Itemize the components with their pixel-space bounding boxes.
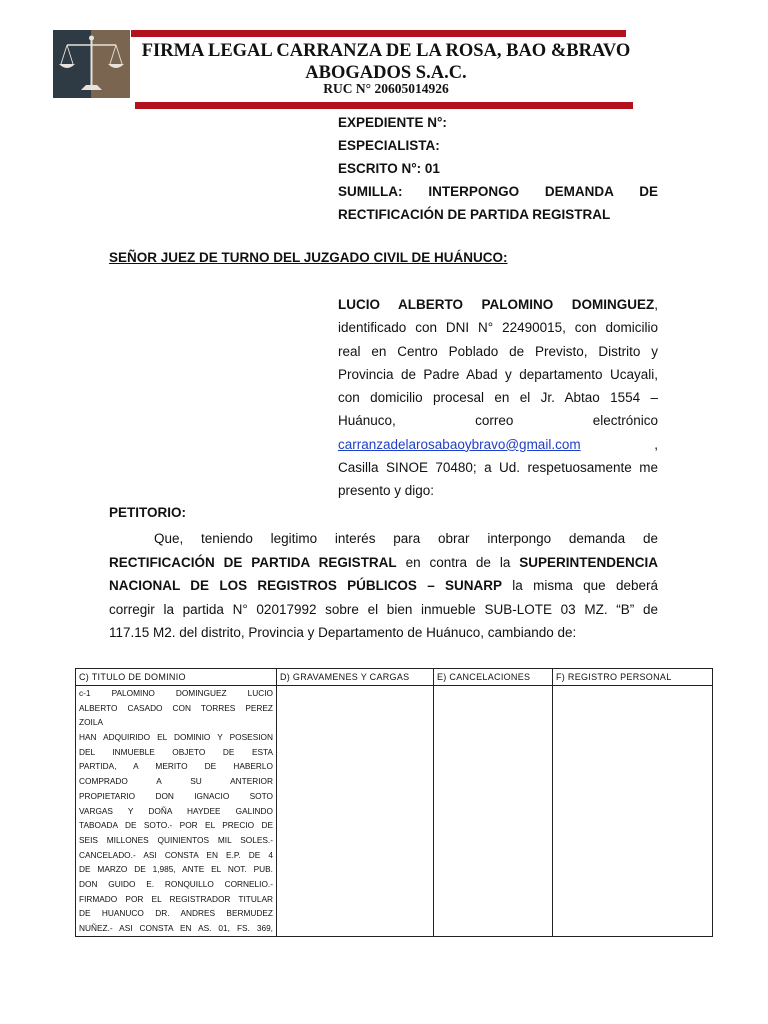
party-line-9: presento y digo: <box>338 483 435 499</box>
entry-line: HAN ADQUIRIDO EL DOMINIO Y POSESION <box>79 732 273 743</box>
letterhead-bottom-bar <box>135 102 633 109</box>
petitorio-line-3: NACIONAL DE LOS REGISTROS PÚBLICOS – SUNARP la misma que deberá <box>109 578 658 594</box>
entry-line: PARTIDA, A MERITO DE HABERLO <box>79 761 273 772</box>
entry-line: FIRMADO POR EL REGISTRADOR TITULAR <box>79 893 273 904</box>
party-line-8: Casilla SINOE 70480; a Ud. respetuosamente me <box>338 460 658 476</box>
party-line-6: Huánuco, correo electrónico <box>338 413 658 429</box>
petitorio-body <box>109 527 658 645</box>
addressee: SEÑOR JUEZ DE TURNO DEL JUZGADO CIVIL DE HUÁNUCO: <box>109 250 508 265</box>
entry-line: c-1 PALOMINO DOMINGUEZ LUCIO <box>79 688 273 698</box>
registry-header-row <box>76 669 713 686</box>
entry-line: DON GUIDO E. RONQUILLO CORNELIO.- <box>79 878 273 889</box>
header-registro-personal: F) REGISTRO PERSONAL <box>553 669 713 686</box>
cancelaciones-cell <box>434 686 553 937</box>
entry-line: PROPIETARIO DON IGNACIO SOTO <box>79 790 273 801</box>
scales-of-justice-icon <box>53 30 130 98</box>
party-line-3: real en Centro Poblado de Previsto, Distrito y <box>338 343 658 359</box>
entry-line: DE HUANUCO DR. ANDRES BERMUDEZ <box>79 908 273 919</box>
petitorio-line-4: corregir la partida N° 02017992 sobre el bien inmueble SUB-LOTE 03 MZ. “B” de <box>109 601 658 617</box>
header-titulo-dominio: C) TITULO DE DOMINIO <box>76 669 277 686</box>
escrito-field: ESCRITO N°: 01 <box>338 161 440 176</box>
letterhead-top-bar <box>131 30 626 37</box>
titulo-dominio-cell <box>76 686 277 937</box>
entry-line: NUÑEZ.- ASI CONSTA EN AS. 01, FS. 369, <box>79 923 273 933</box>
expediente-field: EXPEDIENTE N°: <box>338 115 447 130</box>
sumilla-line-2: RECTIFICACIÓN DE PARTIDA REGISTRAL <box>338 207 611 222</box>
party-identification <box>338 293 658 503</box>
header-gravamenes: D) GRAVAMENES Y CARGAS <box>277 669 434 686</box>
petitorio-line-1: Que, teniendo legitimo interés para obrar interpongo demanda de <box>154 531 658 546</box>
registry-table <box>75 668 713 937</box>
party-line-2: identificado con DNI N° 22490015, con domicilio <box>338 320 658 336</box>
petitorio-heading: PETITORIO: <box>109 505 187 520</box>
entry-line: TABOADA DE SOTO.- POR EL PRECIO DE <box>79 820 273 831</box>
letterhead <box>0 0 768 112</box>
petitorio-line-2: RECTIFICACIÓN DE PARTIDA REGISTRAL en contra de la SUPERINTENDENCIA <box>109 554 658 570</box>
email-link[interactable]: carranzadelarosabaoybravo@gmail.com <box>338 436 581 452</box>
entry-line: ZOILA <box>79 717 103 728</box>
firm-ruc: RUC N° 20605014926 <box>323 81 449 96</box>
sumilla-line-1: SUMILLA: INTERPONGO DEMANDA DE <box>338 184 658 199</box>
entry-line: CANCELADO.- ASI CONSTA EN E.P. DE 4 <box>79 849 273 860</box>
firm-name: FIRMA LEGAL CARRANZA DE LA ROSA, BAO &BRAVO ABOGADOS S.A.C. <box>141 41 631 83</box>
registry-entry-row <box>76 686 713 937</box>
entry-line: VARGAS Y DOÑA HAYDEE GALINDO <box>79 805 273 816</box>
gravamenes-cell <box>277 686 434 937</box>
entry-line: SEIS MILLONES QUINIENTOS MIL SOLES.- <box>79 834 273 845</box>
entry-line: DE MARZO DE 1,985, ANTE EL NOT. PUB. <box>79 864 273 875</box>
especialista-field: ESPECIALISTA: <box>338 138 440 153</box>
party-line-4: Provincia de Padre Abad y departamento Ucayali, <box>338 366 658 382</box>
party-line-1: LUCIO ALBERTO PALOMINO DOMINGUEZ, <box>338 297 658 312</box>
header-cancelaciones: E) CANCELACIONES <box>434 669 553 686</box>
entry-line: DEL INMUEBLE OBJETO DE ESTA <box>79 746 273 757</box>
party-line-7: carranzadelarosabaoybravo@gmail.com , <box>338 436 658 452</box>
party-name: LUCIO ALBERTO PALOMINO DOMINGUEZ <box>338 297 655 312</box>
petitorio-line-5: 117.15 M2. del distrito, Provincia y Departamento de Huánuco, cambiando de: <box>109 625 577 641</box>
entry-line: ALBERTO CASADO CON TORRES PEREZ <box>79 702 273 713</box>
registro-personal-cell <box>553 686 713 937</box>
case-header <box>338 111 658 226</box>
entry-line: COMPRADO A SU ANTERIOR <box>79 776 273 787</box>
party-line-5: con domicilio procesal en el Jr. Abtao 1554 – <box>338 390 658 406</box>
